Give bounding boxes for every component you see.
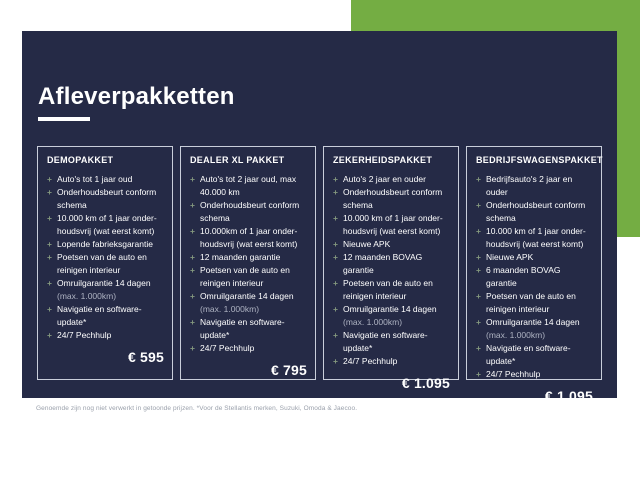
- package-item: [47, 303, 164, 329]
- package-item: [476, 342, 593, 368]
- item-text: 24/7 Pechhulp: [57, 330, 112, 340]
- item-note: (max. 1.000km): [57, 291, 117, 301]
- item-text: Poetsen van de auto en reinigen interieur: [343, 278, 433, 301]
- package-item: [476, 264, 593, 290]
- item-note: (max. 1.000km): [343, 317, 403, 327]
- item-text: 10.000km of 1 jaar onder-houdsvrij (wat eerst komt): [200, 226, 298, 249]
- package-item: [47, 186, 164, 212]
- item-text: Omruilgarantie 14 dagen: [343, 304, 437, 314]
- plus-bullet-icon: +: [190, 200, 195, 210]
- plus-bullet-icon: +: [333, 239, 338, 249]
- plus-bullet-icon: +: [333, 174, 338, 184]
- plus-bullet-icon: +: [47, 330, 52, 340]
- package-title: BEDRIJFSWAGENSPAKKET: [476, 155, 603, 165]
- plus-bullet-icon: +: [47, 304, 52, 314]
- package-card: [180, 146, 316, 380]
- package-price: € 595: [127, 349, 164, 365]
- item-text: Poetsen van de auto en reinigen interieur: [486, 291, 576, 314]
- plus-bullet-icon: +: [333, 252, 338, 262]
- packages-row: [37, 146, 603, 404]
- package-item: [190, 290, 307, 316]
- item-text: 24/7 Pechhulp: [200, 343, 255, 353]
- package-item: [190, 264, 307, 290]
- item-text: 10.000 km of 1 jaar onder-houdsvrij (wat eerst komt): [486, 226, 586, 249]
- package-card: [323, 146, 459, 391]
- item-text: Onderhoudsbeurt conform schema: [486, 200, 586, 223]
- item-text: Auto's tot 2 jaar oud, max 40.000 km: [200, 174, 297, 197]
- package-card: [466, 146, 603, 404]
- package-item: [333, 173, 450, 186]
- item-text: Onderhoudsbeurt conform schema: [200, 200, 300, 223]
- plus-bullet-icon: +: [476, 200, 481, 210]
- plus-bullet-icon: +: [47, 213, 52, 223]
- package-items: [333, 173, 450, 368]
- package-item: [190, 342, 307, 355]
- item-text: 10.000 km of 1 jaar onder-houdsvrij (wat eerst komt): [343, 213, 443, 236]
- package-title: DEMOPAKKET: [47, 155, 114, 165]
- plus-bullet-icon: +: [47, 187, 52, 197]
- package-price: € 1.095: [401, 375, 450, 391]
- package-item: [47, 173, 164, 186]
- package-item: [190, 173, 307, 199]
- package-price: € 1.095: [544, 388, 593, 404]
- plus-bullet-icon: +: [47, 239, 52, 249]
- plus-bullet-icon: +: [476, 265, 481, 275]
- plus-bullet-icon: +: [47, 278, 52, 288]
- plus-bullet-icon: +: [476, 252, 481, 262]
- plus-bullet-icon: +: [476, 343, 481, 353]
- package-item: [190, 225, 307, 251]
- plus-bullet-icon: +: [47, 174, 52, 184]
- plus-bullet-icon: +: [190, 174, 195, 184]
- plus-bullet-icon: +: [476, 369, 481, 379]
- plus-bullet-icon: +: [476, 226, 481, 236]
- item-note: (max. 1.000km): [486, 330, 546, 340]
- plus-bullet-icon: +: [190, 317, 195, 327]
- plus-bullet-icon: +: [333, 304, 338, 314]
- package-item: [476, 225, 593, 251]
- item-text: 12 maanden BOVAG garantie: [343, 252, 423, 275]
- footnote-text: Genoemde zijn nog niet verwerkt in getoonde prijzen. *Voor de Stellantis merken, Suzuki, Omoda & Jaecoo.: [36, 405, 358, 412]
- plus-bullet-icon: +: [333, 213, 338, 223]
- package-item: [476, 251, 593, 264]
- package-item: [333, 355, 450, 368]
- item-text: Navigatie en software-update*: [200, 317, 285, 340]
- plus-bullet-icon: +: [476, 291, 481, 301]
- item-text: Poetsen van de auto en reinigen interieur: [57, 252, 147, 275]
- item-text: Navigatie en software-update*: [486, 343, 571, 366]
- package-items: [190, 173, 307, 355]
- package-item: [190, 251, 307, 264]
- package-item: [476, 368, 593, 381]
- item-text: 24/7 Pechhulp: [343, 356, 398, 366]
- plus-bullet-icon: +: [190, 343, 195, 353]
- item-text: Bedrijfsauto's 2 jaar en ouder: [486, 174, 573, 197]
- item-text: 24/7 Pechhulp: [486, 369, 541, 379]
- package-item: [333, 303, 450, 329]
- item-text: 12 maanden garantie: [200, 252, 281, 262]
- item-text: Onderhoudsbeurt conform schema: [343, 187, 443, 210]
- package-item: [476, 316, 593, 342]
- item-text: Omruilgarantie 14 dagen: [57, 278, 151, 288]
- plus-bullet-icon: +: [476, 317, 481, 327]
- item-text: Onderhoudsbeurt conform schema: [57, 187, 157, 210]
- package-item: [476, 173, 593, 199]
- package-item: [47, 251, 164, 277]
- package-item: [47, 329, 164, 342]
- package-item: [333, 212, 450, 238]
- plus-bullet-icon: +: [190, 226, 195, 236]
- package-items: [476, 173, 593, 381]
- item-text: Nieuwe APK: [343, 239, 391, 249]
- plus-bullet-icon: +: [333, 356, 338, 366]
- item-text: Lopende fabrieksgarantie: [57, 239, 153, 249]
- item-text: Auto's 2 jaar en ouder: [343, 174, 426, 184]
- title-underline: [38, 117, 90, 121]
- package-item: [476, 199, 593, 225]
- package-item: [190, 316, 307, 342]
- plus-bullet-icon: +: [333, 278, 338, 288]
- plus-bullet-icon: +: [476, 174, 481, 184]
- package-title: DEALER XL PAKKET: [190, 155, 285, 165]
- package-item: [333, 329, 450, 355]
- item-note: (max. 1.000km): [200, 304, 260, 314]
- package-item: [47, 277, 164, 303]
- plus-bullet-icon: +: [190, 291, 195, 301]
- package-item: [476, 290, 593, 316]
- package-item: [47, 238, 164, 251]
- item-text: Navigatie en software-update*: [57, 304, 142, 327]
- plus-bullet-icon: +: [333, 330, 338, 340]
- package-item: [333, 238, 450, 251]
- package-item: [333, 277, 450, 303]
- item-text: Poetsen van de auto en reinigen interieur: [200, 265, 290, 288]
- package-item: [190, 199, 307, 225]
- package-item: [333, 186, 450, 212]
- package-price: € 795: [270, 362, 307, 378]
- item-text: Auto's tot 1 jaar oud: [57, 174, 133, 184]
- page-title: Afleverpakketten: [38, 83, 235, 111]
- plus-bullet-icon: +: [47, 252, 52, 262]
- plus-bullet-icon: +: [190, 252, 195, 262]
- package-card: [37, 146, 173, 380]
- package-item: [333, 251, 450, 277]
- item-text: Omruilgarantie 14 dagen: [200, 291, 294, 301]
- item-text: Nieuwe APK: [486, 252, 534, 262]
- package-title: ZEKERHEIDSPAKKET: [333, 155, 433, 165]
- item-text: Navigatie en software-update*: [343, 330, 428, 353]
- item-text: 6 maanden BOVAG garantie: [486, 265, 561, 288]
- plus-bullet-icon: +: [333, 187, 338, 197]
- item-text: 10.000 km of 1 jaar onder-houdsvrij (wat eerst komt): [57, 213, 157, 236]
- package-item: [47, 212, 164, 238]
- slide-panel: [22, 31, 617, 404]
- plus-bullet-icon: +: [190, 265, 195, 275]
- package-items: [47, 173, 164, 342]
- item-text: Omruilgarantie 14 dagen: [486, 317, 580, 327]
